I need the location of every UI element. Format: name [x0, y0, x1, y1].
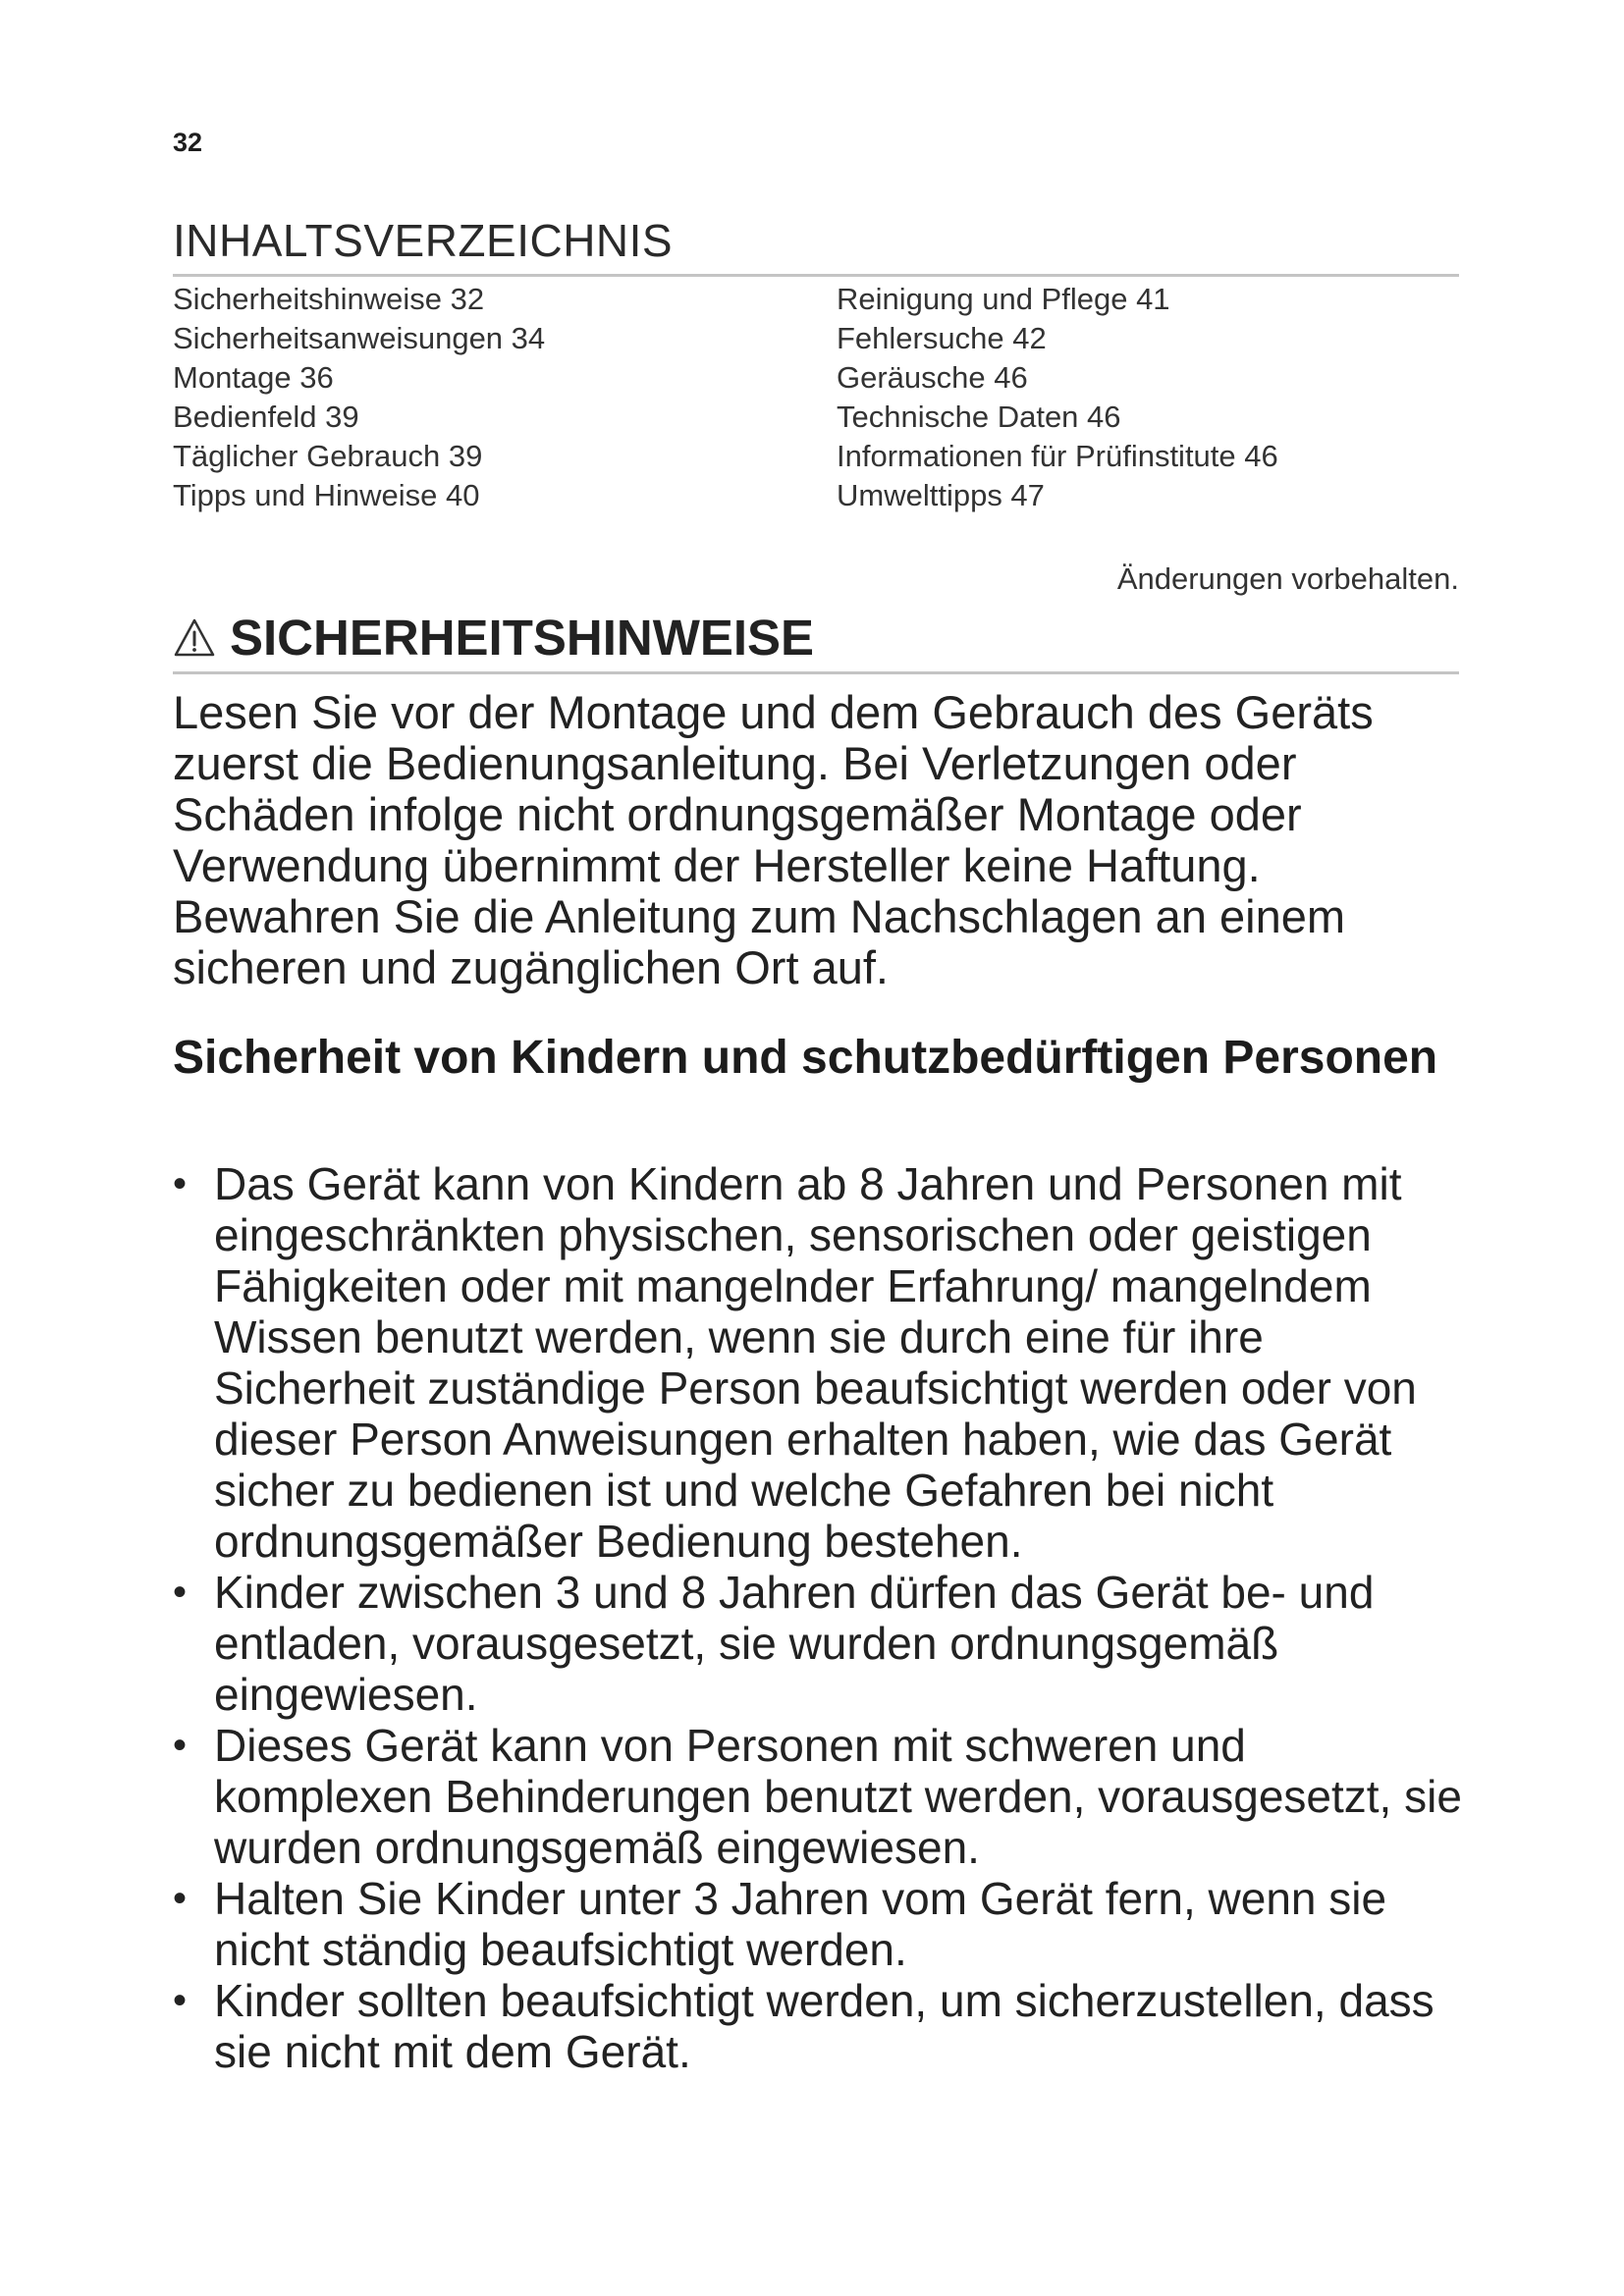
children-safety-heading: Sicherheit von Kindern und schutzbedürftigen Personen: [173, 1032, 1438, 1084]
toc-item[interactable]: Täglicher Gebrauch 39: [173, 439, 483, 473]
changes-notice: Änderungen vorbehalten.: [1116, 561, 1459, 596]
toc-item[interactable]: Sicherheitsanweisungen 34: [173, 321, 546, 355]
toc-title: INHALTSVERZEICHNIS: [173, 215, 674, 266]
toc-item[interactable]: Geräusche 46: [837, 360, 1028, 395]
toc-item[interactable]: Reinigung und Pflege 41: [837, 282, 1170, 316]
list-item: [173, 1158, 1469, 1567]
list-item-text: Dieses Gerät kann von Personen mit schweren und komplexen Behinderungen benutzt werden, vorausgesetzt, sie wurden ordnungsgemäß eingewiesen.: [214, 1720, 1462, 1873]
toc-divider: [173, 274, 1459, 277]
children-safety-list: [173, 1158, 1469, 2077]
list-item-text: Das Gerät kann von Kindern ab 8 Jahren und Personen mit eingeschränkten physischen, sensorischen oder geistigen Fähigkeiten oder mit mangelnder Erfahrung/ mangelndem Wissen benutzt werden, wenn sie durch eine für ihre Sicherheit zuständige Person beaufsichtigt werden oder von dieser Person Anweisungen erhalten haben, wie das Gerät sicher zu bedienen ist und welche Gefahren bei nicht ordnungsgemäßer Bedienung bestehen.: [214, 1158, 1417, 1567]
toc-item[interactable]: Fehlersuche 42: [837, 321, 1047, 355]
bullet-marker: •: [173, 1571, 188, 1614]
list-item-text: Kinder sollten beaufsichtigt werden, um sicherzustellen, dass sie nicht mit dem Gerät.: [214, 1975, 1435, 2077]
bullet-marker: •: [173, 1877, 188, 1920]
toc-left-column: [173, 280, 545, 515]
safety-divider: [173, 671, 1459, 674]
warning-triangle-icon: [173, 616, 216, 660]
list-item: [173, 1567, 1469, 1720]
bullet-marker: •: [173, 1979, 188, 2022]
toc-item[interactable]: Informationen für Prüfinstitute 46: [837, 439, 1278, 473]
toc-item[interactable]: Umwelttipps 47: [837, 478, 1045, 512]
safety-intro: Lesen Sie vor der Montage und dem Gebrauch des Geräts zuerst die Bedienungsanleitung. Bei Verletzungen oder Schäden infolge nicht ordnungsgemäßer Montage oder Verwendung übernimmt der Hersteller keine Haftung. Bewahren Sie die Anleitung zum Nachschlagen an einem sicheren und zugänglichen Ort auf.: [173, 686, 1374, 993]
list-item: [173, 1873, 1469, 1975]
toc-right-column: [837, 280, 1278, 515]
toc-item[interactable]: Bedienfeld 39: [173, 400, 359, 434]
safety-section-title: [173, 609, 814, 667]
toc-item[interactable]: Tipps und Hinweise 40: [173, 478, 480, 512]
list-item-text: Halten Sie Kinder unter 3 Jahren vom Gerät fern, wenn sie nicht ständig beaufsichtigt werden.: [214, 1873, 1387, 1975]
bullet-marker: •: [173, 1162, 188, 1205]
bullet-marker: •: [173, 1724, 188, 1767]
toc-item[interactable]: Montage 36: [173, 360, 334, 395]
list-item-text: Kinder zwischen 3 und 8 Jahren dürfen das Gerät be- und entladen, vorausgesetzt, sie wurden ordnungsgemäß eingewiesen.: [214, 1567, 1375, 1720]
toc-item[interactable]: Technische Daten 46: [837, 400, 1121, 434]
list-item: [173, 1975, 1469, 2077]
list-item: [173, 1720, 1469, 1873]
page-number: 32: [173, 128, 203, 157]
safety-title-text: SICHERHEITSHINWEISE: [230, 610, 815, 666]
toc-item[interactable]: Sicherheitshinweise 32: [173, 282, 485, 316]
